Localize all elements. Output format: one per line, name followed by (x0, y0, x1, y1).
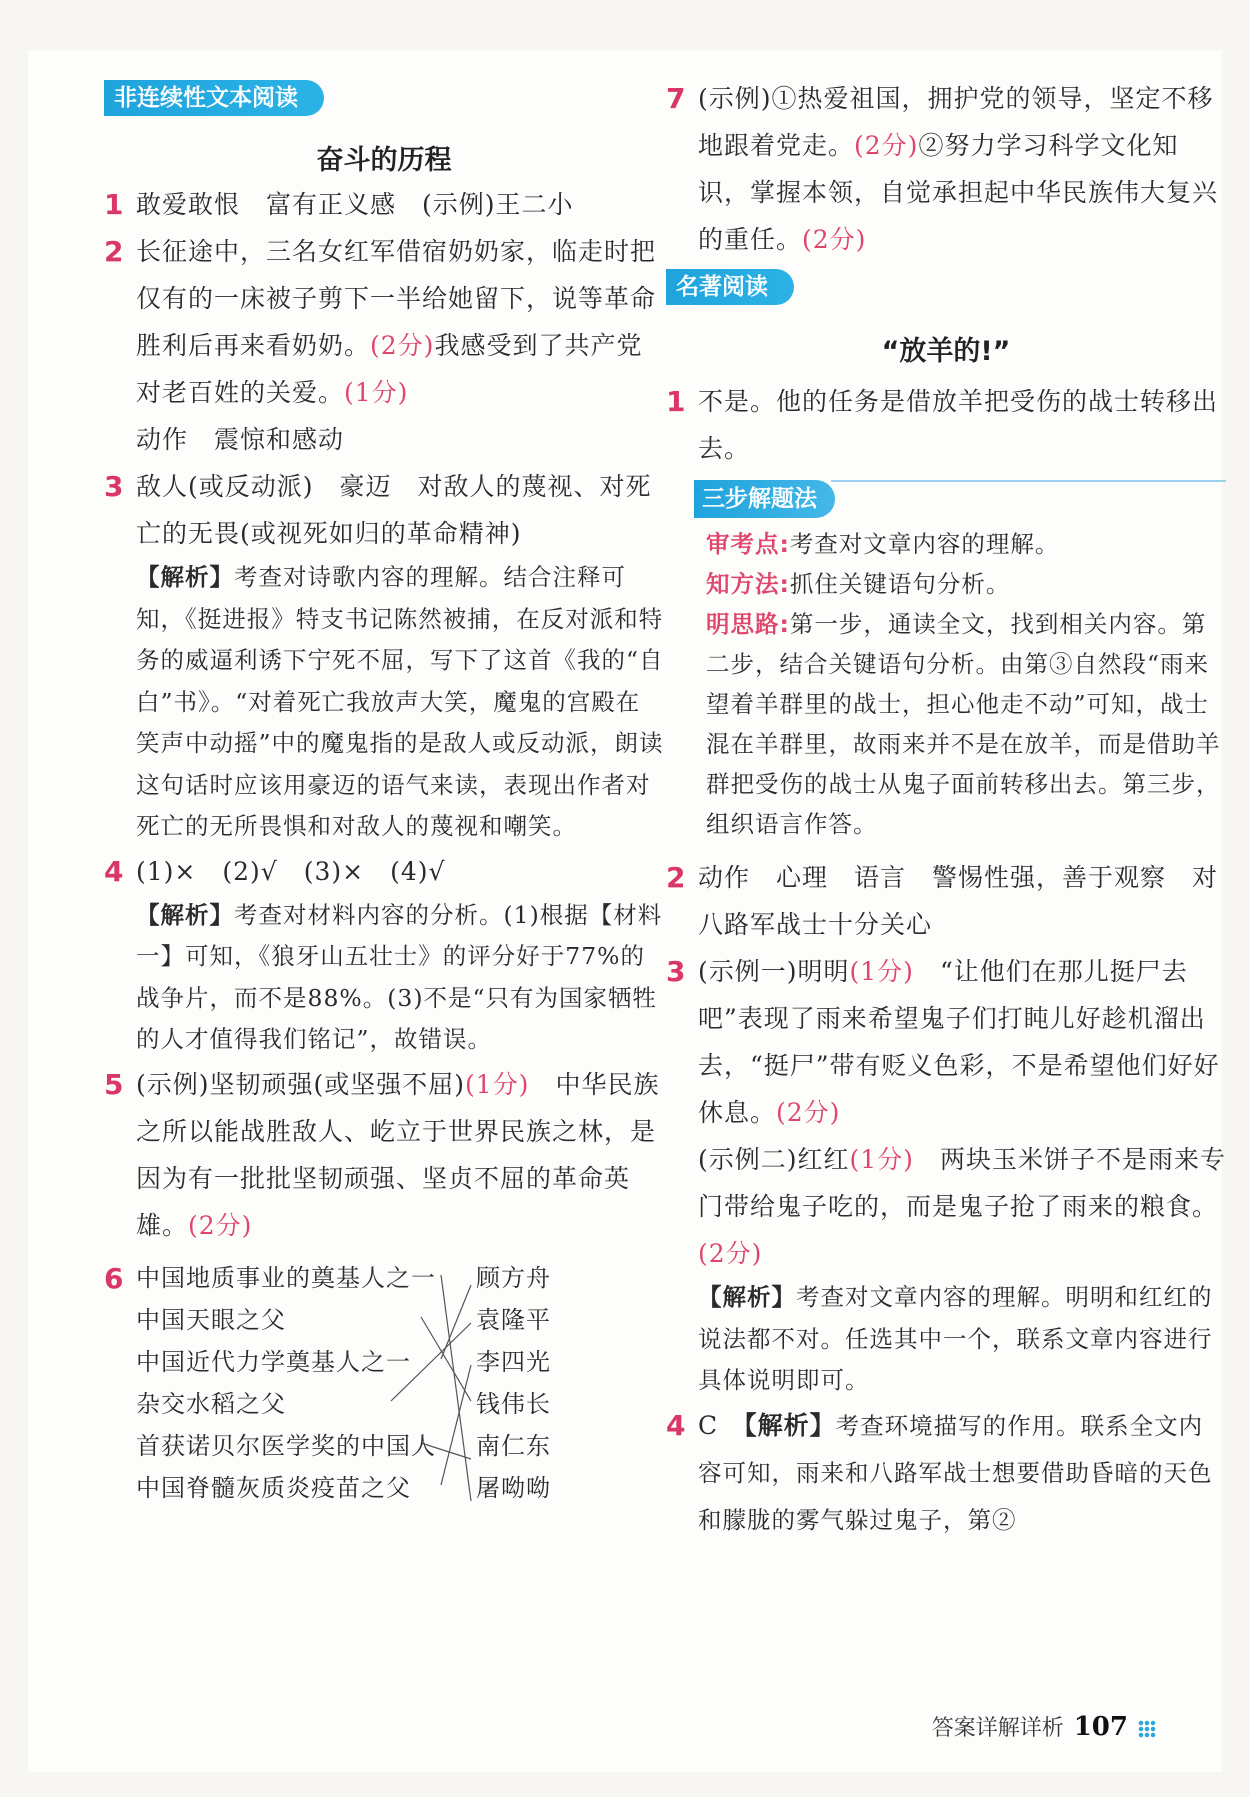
match-left-item: 中国天眼之父 (136, 1305, 286, 1334)
score-label: (2分) (698, 1239, 763, 1268)
question-number: 4 (666, 1408, 687, 1442)
score-label: (1分) (849, 1145, 914, 1174)
page-number: 107 (1073, 1712, 1128, 1742)
question-number: 7 (666, 82, 687, 115)
question-number: 4 (104, 854, 125, 888)
step-method (706, 564, 1226, 604)
dot-grid-icon (1138, 1720, 1156, 1738)
section-tag-classics-reading: 名著阅读 (666, 269, 794, 305)
answer-text: 敢爱敢恨 富有正义感 (示例)王二小 (136, 190, 574, 219)
article-title: “放羊的!” (881, 336, 1011, 367)
step-text: 抓住关键语句分析。 (789, 570, 1011, 598)
answer-text: (示例一)明明 (698, 957, 850, 986)
answer-text: C (698, 1410, 745, 1440)
step-check-point (706, 524, 1226, 564)
answer-text: (示例二)红红 (698, 1145, 850, 1174)
answer-text: ②努力学习科学文化知识，掌握本领，自觉承担起中华民族伟大复兴的重任。 (698, 131, 1219, 254)
match-right-item: 李四光 (476, 1347, 551, 1376)
analysis (136, 557, 664, 848)
analysis-label: 【解析】 (744, 1410, 836, 1440)
answer-text: (1)× (2)√ (3)× (4)√ (136, 856, 446, 886)
analysis-text: 考查对诗歌内容的理解。结合注释可知，《挺进报》特支书记陈然被捕，在反对派和特务的威逼利诱下宁死不屈，写下了这首《我的“自白”书》。“对着死亡我放声大笑，魔鬼的宫殿在笑声中动摇”中的魔鬼指的是敌人或反动派，朗读这句话时应该用豪迈的语气来读，表现出作者对死亡的无所畏惧和对敌人的蔑视和嘲笑。 (136, 563, 664, 840)
analysis-text: 考查对文章内容的理解。明明和红红的说法都不对。任选其中一个，联系文章内容进行具体说明即可。 (698, 1283, 1213, 1394)
answer-item-1 (104, 181, 664, 228)
analysis (136, 895, 664, 1061)
step-label: 知方法: (706, 570, 790, 598)
answer-page (28, 50, 1226, 1772)
answer-text: 动作 心理 语言 警惕性强，善于观察 对八路军战士十分关心 (698, 863, 1219, 939)
question-number: 2 (104, 235, 125, 268)
answer-text: 中华民族之所以能战胜敌人、屹立于世界民族之林，是因为有一批批坚韧顽强、坚贞不屈的革命英雄。 (136, 1069, 660, 1240)
analysis-label: 【解析】 (136, 900, 234, 929)
left-column (104, 80, 664, 1525)
answer-item-3 (104, 463, 664, 848)
answer-item-6 (104, 1255, 664, 1525)
answer-item-3 (666, 948, 1226, 1402)
section-tag-nonlinear-reading: 非连续性文本阅读 (104, 80, 324, 116)
answer-text: (示例)①热爱祖国，拥护党的领导，坚定不移地跟着党走。 (698, 84, 1214, 160)
answer-item-5 (104, 1061, 664, 1249)
answer-item-1 (666, 378, 1226, 472)
match-left-item: 中国地质事业的奠基人之一 (136, 1263, 436, 1292)
question-number: 1 (104, 188, 125, 221)
answer-item-2 (666, 854, 1226, 948)
answer-item-4 (104, 848, 664, 1061)
matching-exercise (136, 1255, 664, 1525)
question-number: 2 (666, 861, 687, 894)
score-label: (2分) (188, 1210, 253, 1240)
article-title: 奋斗的历程 (316, 145, 452, 176)
question-number: 6 (104, 1261, 125, 1295)
answer-text: 动作 震惊和感动 (136, 425, 345, 454)
three-step-method-box (666, 480, 1226, 844)
answer-text: (示例)坚韧顽强(或坚强不屈) (136, 1069, 466, 1099)
question-number: 5 (104, 1067, 125, 1101)
score-label: (1分) (344, 378, 409, 407)
step-thinking (706, 604, 1226, 844)
three-step-header: 三步解题法 (694, 480, 835, 518)
score-label: (2分) (854, 131, 919, 160)
match-right-item: 钱伟长 (476, 1389, 551, 1418)
page-footer (932, 1711, 1156, 1742)
step-text: 考查对文章内容的理解。 (789, 530, 1060, 558)
footer-label: 答案详解详析 (931, 1716, 1064, 1741)
match-right-item: 顾方舟 (476, 1263, 551, 1292)
score-label: (1分) (849, 957, 914, 986)
match-left-item: 杂交水稻之父 (136, 1389, 286, 1418)
match-left-item: 中国近代力学奠基人之一 (136, 1347, 411, 1376)
match-right-item: 南仁东 (476, 1431, 551, 1460)
score-label: (2分) (802, 225, 867, 254)
step-label: 审考点: (706, 530, 790, 558)
step-text: 第一步，通读全文，找到相关内容。第二步，结合关键语句分析。由第③自然段“雨来望着羊群里的战士，担心他走不动”可知，战士混在羊群里，故雨来并不是在放羊，而是借助羊群把受伤的战士从鬼子面前转移出去。第三步，组织语言作答。 (706, 610, 1221, 838)
analysis-text: 考查对材料内容的分析。(1)根据【材料一】可知，《狼牙山五壮士》的评分好于77%的战争片，而不是88%。(3)不是“只有为国家牺牲的人才值得我们铭记”，故错误。 (136, 900, 663, 1053)
analysis-text: 考查环境描写的作用。联系全文内容可知，雨来和八路军战士想要借助昏暗的天色和朦胧的雾气躲过鬼子，第② (698, 1411, 1213, 1534)
answer-text: 长征途中，三名女红军借宿奶奶家，临走时把仅有的一床被子剪下一半给她留下，说等革命胜利后再来看奶奶。 (136, 237, 657, 360)
question-number: 3 (666, 955, 687, 988)
question-number: 3 (104, 470, 125, 503)
answer-text: 两块玉米饼子不是雨来专门带给鬼子吃的，而是鬼子抢了雨来的粮食。 (698, 1145, 1226, 1221)
score-label: (2分) (370, 331, 435, 360)
analysis-label: 【解析】 (698, 1283, 796, 1311)
score-label: (1分) (465, 1069, 530, 1099)
analysis (698, 1277, 1226, 1402)
match-right-item: 袁隆平 (476, 1305, 551, 1334)
match-left-item: 首获诺贝尔医学奖的中国人 (136, 1431, 436, 1460)
score-label: (2分) (776, 1098, 841, 1127)
step-label: 明思路: (706, 610, 790, 638)
answer-text: 我感受到了共产党对老百姓的关爱。 (136, 331, 643, 407)
answer-text: 敌人(或反动派) 豪迈 对敌人的蔑视、对死亡的无畏(或视死如归的革命精神) (136, 472, 652, 548)
match-left-item: 中国脊髓灰质炎疫苗之父 (136, 1473, 411, 1502)
three-step-body (694, 524, 1226, 844)
divider (831, 480, 1226, 482)
answer-text: “让他们在那儿挺尸去吧”表现了雨来希望鬼子们打盹儿好趁机溜出去，“挺尸”带有贬义色彩，不是希望他们好好休息。 (698, 957, 1220, 1127)
match-right-item: 屠呦呦 (476, 1473, 551, 1502)
right-column (666, 75, 1226, 1543)
answer-item-7 (666, 75, 1226, 263)
answer-item-4 (666, 1402, 1226, 1543)
answer-item-2 (104, 228, 664, 463)
question-number: 1 (666, 385, 687, 418)
analysis-label: 【解析】 (136, 563, 234, 591)
answer-text: 不是。他的任务是借放羊把受伤的战士转移出去。 (698, 387, 1219, 463)
